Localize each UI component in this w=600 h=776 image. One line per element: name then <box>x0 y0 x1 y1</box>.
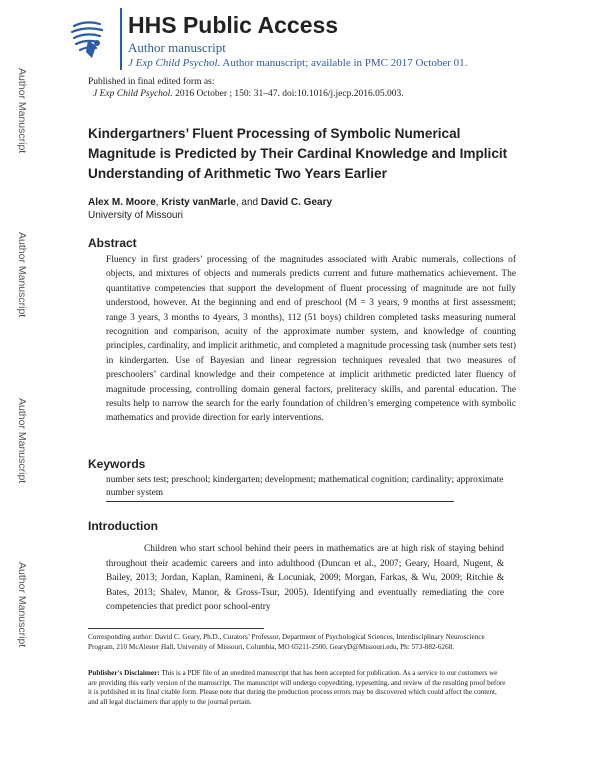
author-name: Alex M. Moore <box>88 197 156 208</box>
page-title: HHS Public Access <box>128 12 339 38</box>
side-label-author-manuscript: Author Manuscript <box>16 398 28 484</box>
publication-note: Published in final edited form as: <box>88 77 215 87</box>
author-separator: , <box>155 197 162 208</box>
side-label-author-manuscript: Author Manuscript <box>16 232 28 318</box>
author-separator: , and <box>235 197 261 208</box>
correspondence-footnote: Corresponding author: David C. Geary, Ph.D., Curators’ Professor, Department of Psychological Sciences, Interdisciplinary Neuroscience Program, 210 McAlester Hall, University of Missouri, Columbia, MO 65211-2500, GearyD@Missouri.edu, Ph: 573-882-6268. <box>88 633 485 651</box>
publication-details: 2016 October ; 150: 31–47. doi:10.1016/j.jecp.2016.05.003. <box>172 89 404 99</box>
header-subtitle: Author manuscript <box>128 40 226 55</box>
introduction-heading: Introduction <box>88 519 158 533</box>
footnote-divider <box>88 628 264 629</box>
disclaimer-text: This is a PDF file of an unedited manuscript that has been accepted for publication. As a service to our customers we are providing this early version of the manuscript. The manuscript will undergo copyediting, typesetting, and review of the resulting proof before it is published in its final citable form. Please note that during the production process errors may be discovered which could affect the content, and all legal disclaimers that apply to the journal pertain. <box>88 669 506 706</box>
publication-journal: J Exp Child Psychol. <box>93 89 173 99</box>
abstract-text: Fluency in first graders’ processing of the magnitudes associated with Arabic numerals, collections of objects, and mixtures of objects and numerals predicts current and future mathematics achievement. The quantitative competencies that support the development of fluent processing of magnitude are not fully understood, however. At the beginning and end of preschool (M = 3 years, 9 months at first assessment; range 3 years, 3 months to 4years, 3 months), 112 (51 boys) children completed tasks measuring numeral recognition and comparison, acuity of the approximate number system, and knowledge of counting principles, cardinality, and implicit arithmetic, and completed a magnitude processing task (number sets test) in kindergarten. Use of Bayesian and linear regression techniques revealed that two measures of preschoolers’ cardinal knowledge and their competence at implicit arithmetic predicted later fluency of magnitude processing, controlling domain general factors, preliteracy skills, and parental education. The results help to narrow the search for the early foundation of children’s emerging competence with symbolic mathematics and provide direction for early interventions. <box>106 255 516 424</box>
keywords-heading: Keywords <box>88 457 146 471</box>
keywords-divider <box>106 501 454 502</box>
introduction-text: Children who start school behind their peers in mathematics are at high risk of staying behind throughout their academic careers and into adulthood (Duncan et al., 2007; Geary, Hoard, Nugent, & Bailey, 2013; Jordan, Kaplan, Ramineni, & Locuniak, 2009; Morgan, Farkas, & Wu, 2009; Ritchie & Bates, 2013; Shalev, Manor, & Gross-Tsur, 2005). Identifying and eventually remediating the core competencies that predict poor school-entry <box>106 544 504 613</box>
keywords-text: number sets test; preschool; kindergarten; development; mathematical cognition; cardinality; approximate number system <box>106 475 504 498</box>
author-list <box>88 196 332 209</box>
publisher-disclaimer <box>88 669 508 707</box>
disclaimer-label: Publisher's Disclaimer: <box>88 669 160 677</box>
header-availability: Author manuscript; available in PMC 2017 October 01. <box>220 57 468 69</box>
affiliation: University of Missouri <box>88 210 184 221</box>
author-name: Kristy vanMarle <box>161 197 236 208</box>
article-title: Kindergartners’ Fluent Processing of Symbolic Numerical Magnitude is Predicted by Their Cardinal Knowledge and Implicit Understanding of Arithmetic Two Years Earlier <box>88 126 508 181</box>
side-label-author-manuscript: Author Manuscript <box>16 68 28 154</box>
header-citation <box>128 56 467 70</box>
hhs-eagle-icon <box>66 16 110 62</box>
author-name: David C. Geary <box>260 197 333 208</box>
publication-citation <box>93 88 404 100</box>
side-label-author-manuscript: Author Manuscript <box>16 562 28 648</box>
header-journal[interactable]: J Exp Child Psychol. <box>128 57 221 69</box>
abstract-heading: Abstract <box>88 236 137 250</box>
header-divider <box>120 8 122 70</box>
